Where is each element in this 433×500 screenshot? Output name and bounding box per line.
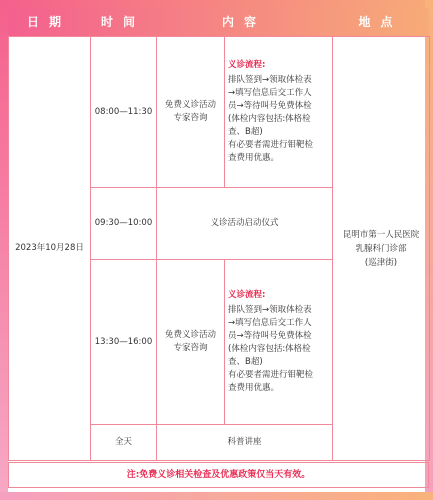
date-cell: 2023年10月28日 <box>9 37 91 461</box>
top-border-gradient <box>0 0 433 8</box>
activity-cell: 免费义诊活动 专家咨询 <box>157 37 225 188</box>
process-line: 排队签到→领取体检表 <box>228 305 312 315</box>
bottom-border-gradient <box>0 492 433 500</box>
process-line: 员→等待叫号免费体检 <box>228 101 312 111</box>
process-detail-cell <box>225 37 333 188</box>
header-time: 时间 <box>100 15 145 29</box>
left-border-gradient <box>0 0 8 500</box>
table-header <box>8 8 429 36</box>
activity-cell: 免费义诊活动 专家咨询 <box>157 260 225 425</box>
process-line: (体检内容包括:体格检 <box>228 344 311 354</box>
header-date: 日期 <box>26 15 71 29</box>
schedule-table <box>8 36 430 461</box>
process-title: 义诊流程: <box>228 290 266 300</box>
process-line: (体检内容包括:体格检 <box>228 114 311 124</box>
process-line: →填写信息后交工作人 <box>228 318 312 328</box>
table-row <box>9 37 430 188</box>
process-title: 义诊流程: <box>228 60 266 70</box>
activity-cell: 科普讲座 <box>157 425 333 461</box>
time-cell: 08:00—11:30 <box>91 37 157 188</box>
process-line: 排队签到→领取体检表 <box>228 75 312 85</box>
validity-note: 注:免费义诊相关检查及优惠政策仅当天有效。 <box>8 462 429 488</box>
process-line: 查费用优惠。 <box>228 383 280 393</box>
process-line: 员→等待叫号免费体检 <box>228 331 312 341</box>
process-detail-cell <box>225 260 333 425</box>
header-content: 内容 <box>221 15 266 29</box>
header-place: 地点 <box>358 15 403 29</box>
time-cell: 全天 <box>91 425 157 461</box>
activity-cell: 义诊活动启动仪式 <box>157 188 333 260</box>
process-line: 查、B超) <box>228 357 263 367</box>
place-cell: 昆明市第一人民医院 乳腺科门诊部 (巡津街) <box>333 37 430 461</box>
process-line: 有必要者需进行钼靶检 <box>228 370 314 380</box>
process-line: 查费用优惠。 <box>228 153 280 163</box>
process-line: →填写信息后交工作人 <box>228 88 312 98</box>
time-cell: 13:30—16:00 <box>91 260 157 425</box>
time-cell: 09:30—10:00 <box>91 188 157 260</box>
process-line: 查、B超) <box>228 127 263 137</box>
process-line: 有必要者需进行钼靶检 <box>228 140 314 150</box>
